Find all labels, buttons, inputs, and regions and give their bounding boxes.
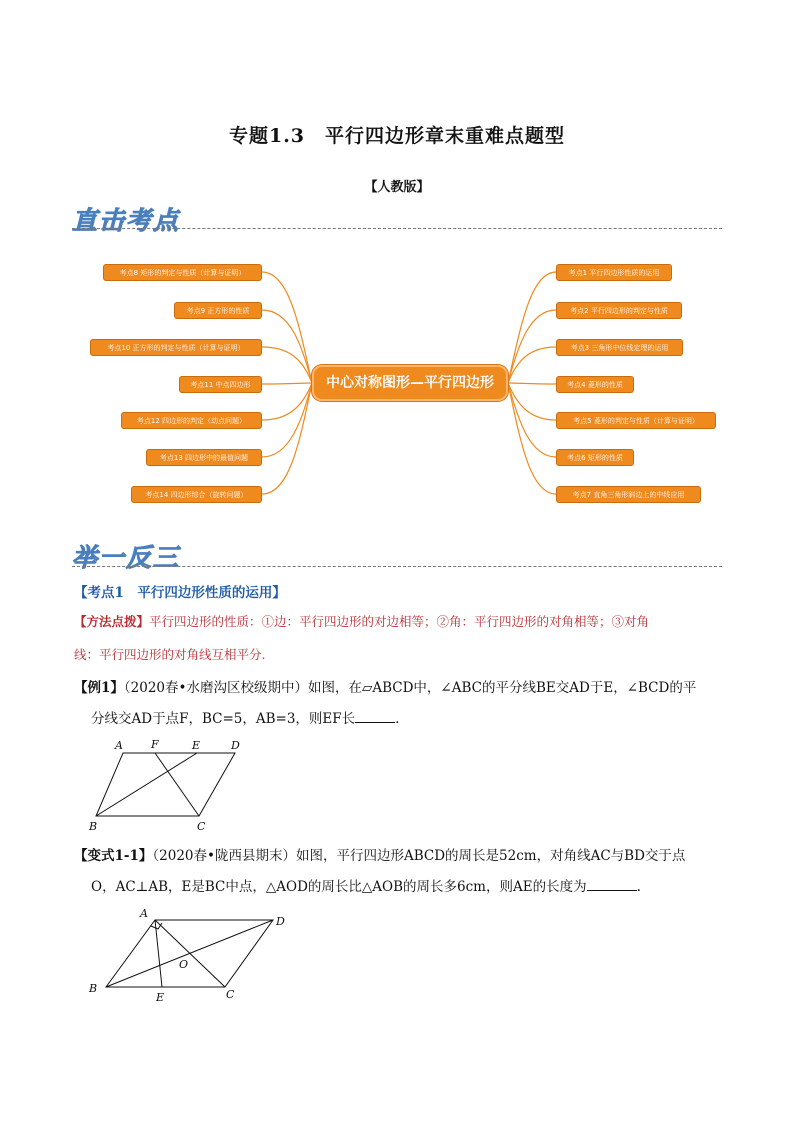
- example1-line2: [91, 705, 731, 733]
- example1-text2: 分线交AD于点F，BC=5，AB=3，则EF长: [91, 711, 356, 727]
- point-label-e: E: [156, 991, 165, 1004]
- mindmap-node-13: 考点13 四边形中的最值问题: [146, 449, 262, 466]
- answer-blank[interactable]: [355, 708, 395, 723]
- point-label-b: B: [89, 820, 98, 833]
- mindmap-node-8: 考点8 矩形的判定与性质（计算与证明）: [103, 264, 262, 281]
- variant1-line1: [74, 842, 744, 870]
- section-banner-first: 直击考点: [72, 206, 181, 235]
- point-label-c: C: [226, 988, 235, 1001]
- mindmap-center: 中心对称图形—平行四边形: [312, 365, 508, 401]
- point-label-a: A: [115, 739, 123, 752]
- point-label-d: D: [231, 739, 240, 752]
- point-label-c: C: [197, 820, 206, 833]
- method-tag: 【方法点拨】: [74, 614, 150, 629]
- connector-right-2: [508, 310, 556, 383]
- point-label-d: D: [276, 915, 285, 928]
- connector-left-11: [262, 383, 312, 384]
- mindmap-node-2: 考点2 平行四边形的判定与性质: [556, 302, 682, 319]
- example1-end: .: [395, 711, 400, 727]
- variant1-text1: （2020春•陇西县期末）如图，平行四边形ABCD的周长是52cm，对角线AC与BD交于点: [152, 848, 686, 864]
- connector-right-4: [508, 383, 556, 384]
- section-banner-second: 举一反三: [72, 543, 181, 572]
- section-heading: 【考点1 平行四边形性质的运用】: [74, 585, 286, 601]
- point-label-b: B: [89, 982, 98, 995]
- variant1-line2: [91, 873, 731, 901]
- point-label-a: A: [140, 907, 148, 920]
- example1-line1: [74, 674, 734, 702]
- point-label-e: E: [192, 739, 201, 752]
- segment-cf: [155, 753, 199, 816]
- point-label-o: O: [179, 958, 189, 971]
- segment-be: [96, 753, 197, 816]
- mindmap-node-5: 考点5 菱形的判定与性质（计算与证明）: [556, 412, 716, 429]
- mindmap-node-6: 考点6 矩形的性质: [556, 449, 634, 466]
- connector-left-12: [262, 383, 312, 420]
- connector-right-7: [508, 383, 556, 494]
- mindmap-node-11: 考点11 中点四边形: [179, 376, 262, 393]
- connector-left-14: [262, 383, 312, 494]
- example1-text1: （2020春•水磨沟区校级期中）如图，在▱ABCD中，∠ABC的平分线BE交AD于E，∠BCD的平: [123, 680, 697, 696]
- segment-ae: [155, 920, 162, 987]
- connector-left-9: [262, 310, 312, 383]
- mindmap-node-14: 考点14 四边形综合（旋转问题）: [131, 486, 262, 503]
- point-label-f: F: [151, 738, 159, 751]
- example1-figure: [85, 734, 255, 834]
- mindmap-node-4: 考点4 菱形的性质: [556, 376, 634, 393]
- mindmap-node-1: 考点1 平行四边形性质的运用: [556, 264, 672, 281]
- answer-blank[interactable]: [587, 876, 637, 891]
- variant1-end: .: [636, 879, 641, 895]
- mindmap-node-9: 考点9 正方形的性质: [174, 302, 262, 319]
- parallelogram-abcd: [96, 753, 235, 816]
- example1-label: 【例1】: [74, 680, 124, 696]
- page-title: 专题1.3 平行四边形章末重难点题型: [228, 125, 566, 147]
- method-tip-line2: 线：平行四边形的对角线互相平分.: [74, 647, 266, 662]
- method-tip-line1: [74, 608, 724, 636]
- connector-left-8: [262, 272, 312, 383]
- divider: [72, 566, 722, 567]
- method-text: 平行四边形的性质：①边：平行四边形的对边相等；②角：平行四边形的对角相等；③对角: [149, 614, 650, 629]
- variant1-text2: O，AC⊥AB，E是BC中点，△AOD的周长比△AOB的周长多6cm，则AE的长度为: [91, 879, 587, 895]
- connector-right-1: [508, 272, 556, 383]
- edition-label: 【人教版】: [364, 180, 430, 195]
- variant1-figure: [85, 905, 295, 1005]
- variant1-label: 【变式1-1】: [74, 848, 153, 864]
- mindmap-node-12: 考点12 四边形的判定（动点问题）: [121, 412, 262, 429]
- mindmap-node-3: 考点3 三角形中位线定理的运用: [556, 339, 683, 356]
- mindmap-node-7: 考点7 直角三角形斜边上的中线应用: [556, 486, 701, 503]
- mindmap-node-10: 考点10 正方形的判定与性质（计算与证明）: [90, 339, 262, 356]
